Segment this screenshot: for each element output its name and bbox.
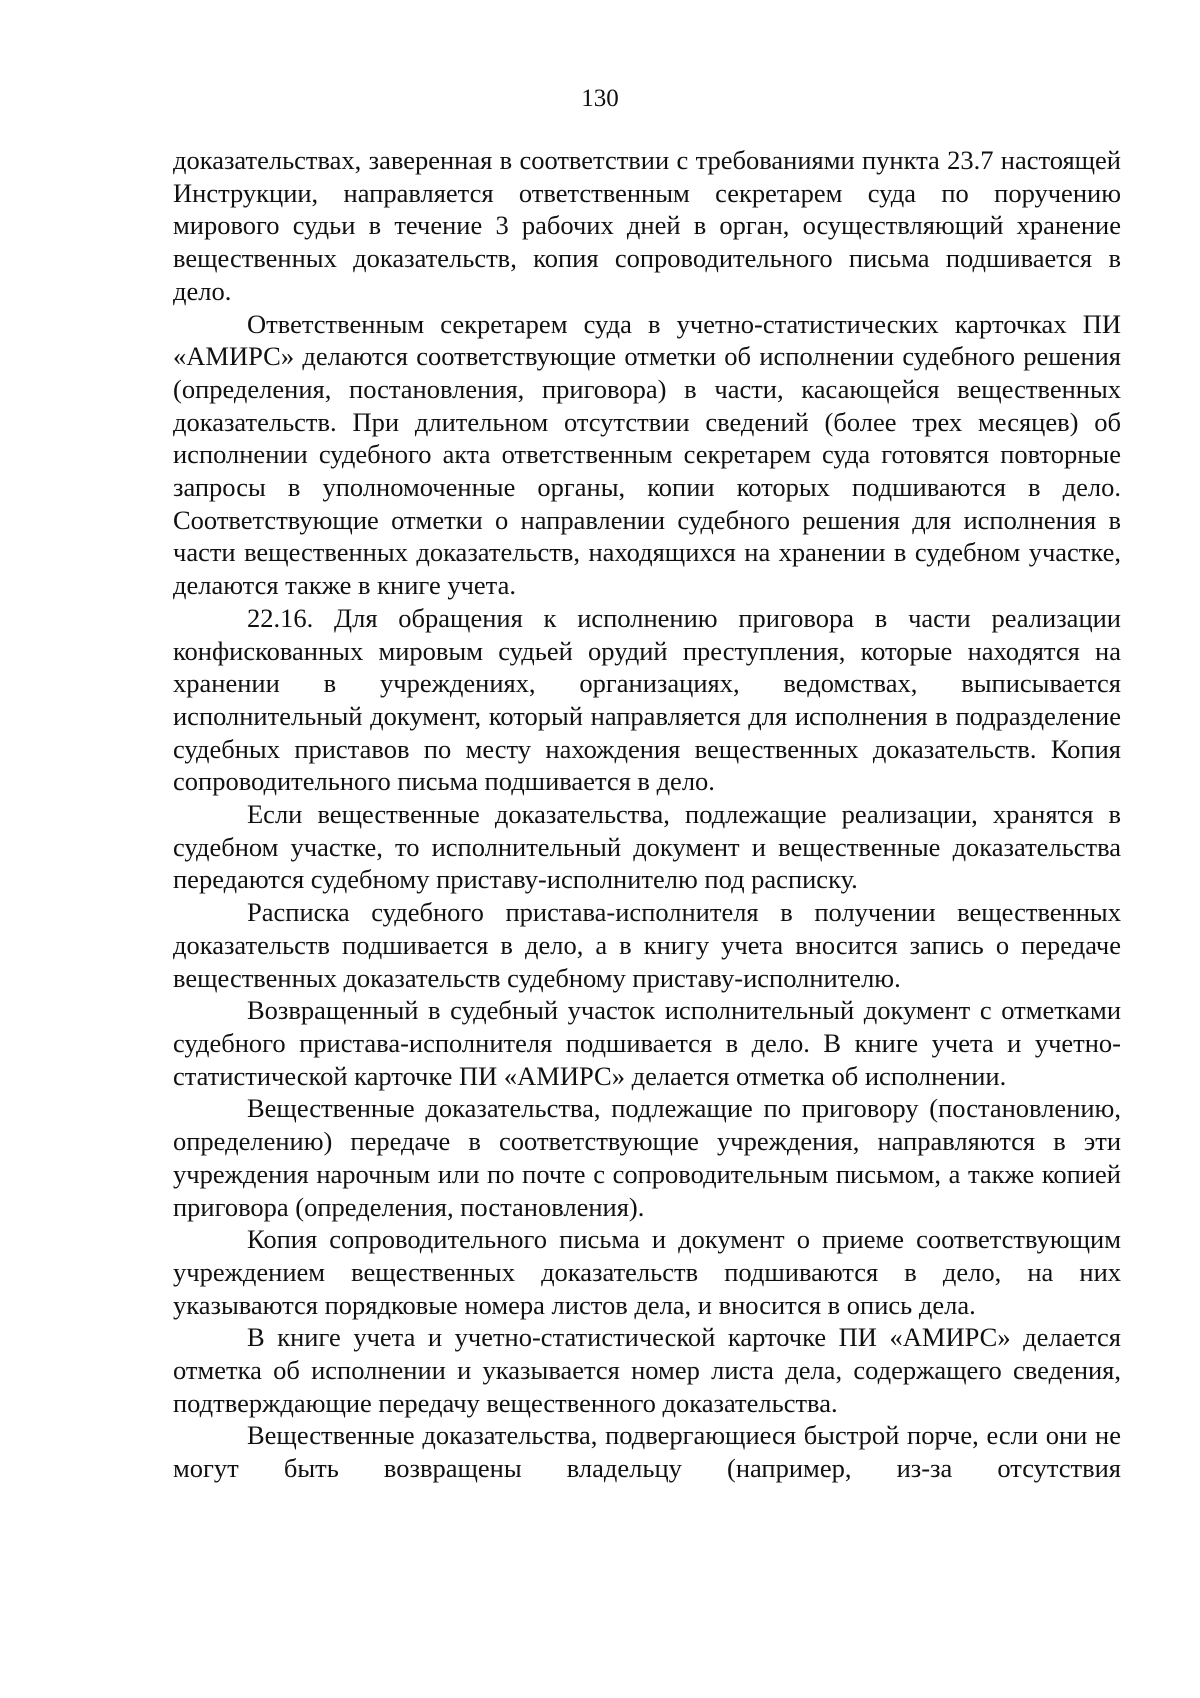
page-number: 130	[581, 85, 619, 112]
paragraph-22-16: 22.16. Для обращения к исполнению приговора в части реализации конфискованных мировым судьей орудий преступления, которые находятся на хранении в учреждениях, организациях, ведомствах, выписывается исполнительный документ, который направляется для исполнения в подразделение судебных приставов по месту нахождения вещественных доказательств. Копия сопроводительного письма подшивается в дело.	[173, 602, 1121, 797]
paragraph-amirs-marks: Ответственным секретарем суда в учетно-статистических карточках ПИ «АМИРС» делаются соответствующие отметки об исполнении судебного решения (определения, постановления, приговора) в части, касающейся вещественных доказательств. При длительном отсутствии сведений (более трех месяцев) об исполнении судебного акта ответственным секретарем суда готовятся повторные запросы в уполномоченные органы, копии которых подшиваются в дело. Соответствующие отметки о направлении судебного решения для исполнения в части вещественных доказательств, находящихся на хранении в судебном участке, делаются также в книге учета.	[173, 308, 1121, 601]
paragraph-copy-letter: Копия сопроводительного письма и документ о приеме соответствующим учреждением вещественных доказательств подшиваются в дело, на них указываются порядковые номера листов дела, и вносится в опись дела.	[173, 1224, 1121, 1320]
paragraph-continuation: доказательствах, заверенная в соответствии с требованиями пункта 23.7 настоящей Инструкции, направляется ответственным секретарем суда по поручению мирового судьи в течение 3 рабочих дней в орган, осуществляющий хранение вещественных доказательств, копия сопроводительного письма подшивается в дело.	[173, 145, 1121, 306]
paragraph-returned-document: Возвращенный в судебный участок исполнительный документ с отметками судебного пристава-исполнителя подшивается в дело. В книге учета и учетно-статистической карточке ПИ «АМИРС» делается отметка об исполнении.	[173, 995, 1121, 1091]
paragraph-storage-in-court: Если вещественные доказательства, подлежащие реализации, хранятся в судебном участке, то исполнительный документ и вещественные доказательства передаются судебному приставу-исполнителю под расписку.	[173, 799, 1121, 895]
paragraph-receipt: Расписка судебного пристава-исполнителя в получении вещественных доказательств подшивается в дело, а в книгу учета вносится запись о передаче вещественных доказательств судебному приставу-исполнителю.	[173, 897, 1121, 993]
paragraph-transfer-to-institutions: Вещественные доказательства, подлежащие по приговору (постановлению, определению) передаче в соответствующие учреждения, направляются в эти учреждения нарочным или по почте с сопроводительным письмом, а также копией приговора (определения, постановления).	[173, 1093, 1121, 1222]
paragraph-book-record: В книге учета и учетно-статистической карточке ПИ «АМИРС» делается отметка об исполнении и указывается номер листа дела, содержащего сведения, подтверждающие передачу вещественного доказательства.	[173, 1322, 1121, 1418]
paragraph-perishable-evidence: Вещественные доказательства, подвергающиеся быстрой порче, если они не могут быть возвращены владельцу (например, из-за отсутствия	[173, 1420, 1121, 1484]
document-body	[173, 144, 1121, 1485]
